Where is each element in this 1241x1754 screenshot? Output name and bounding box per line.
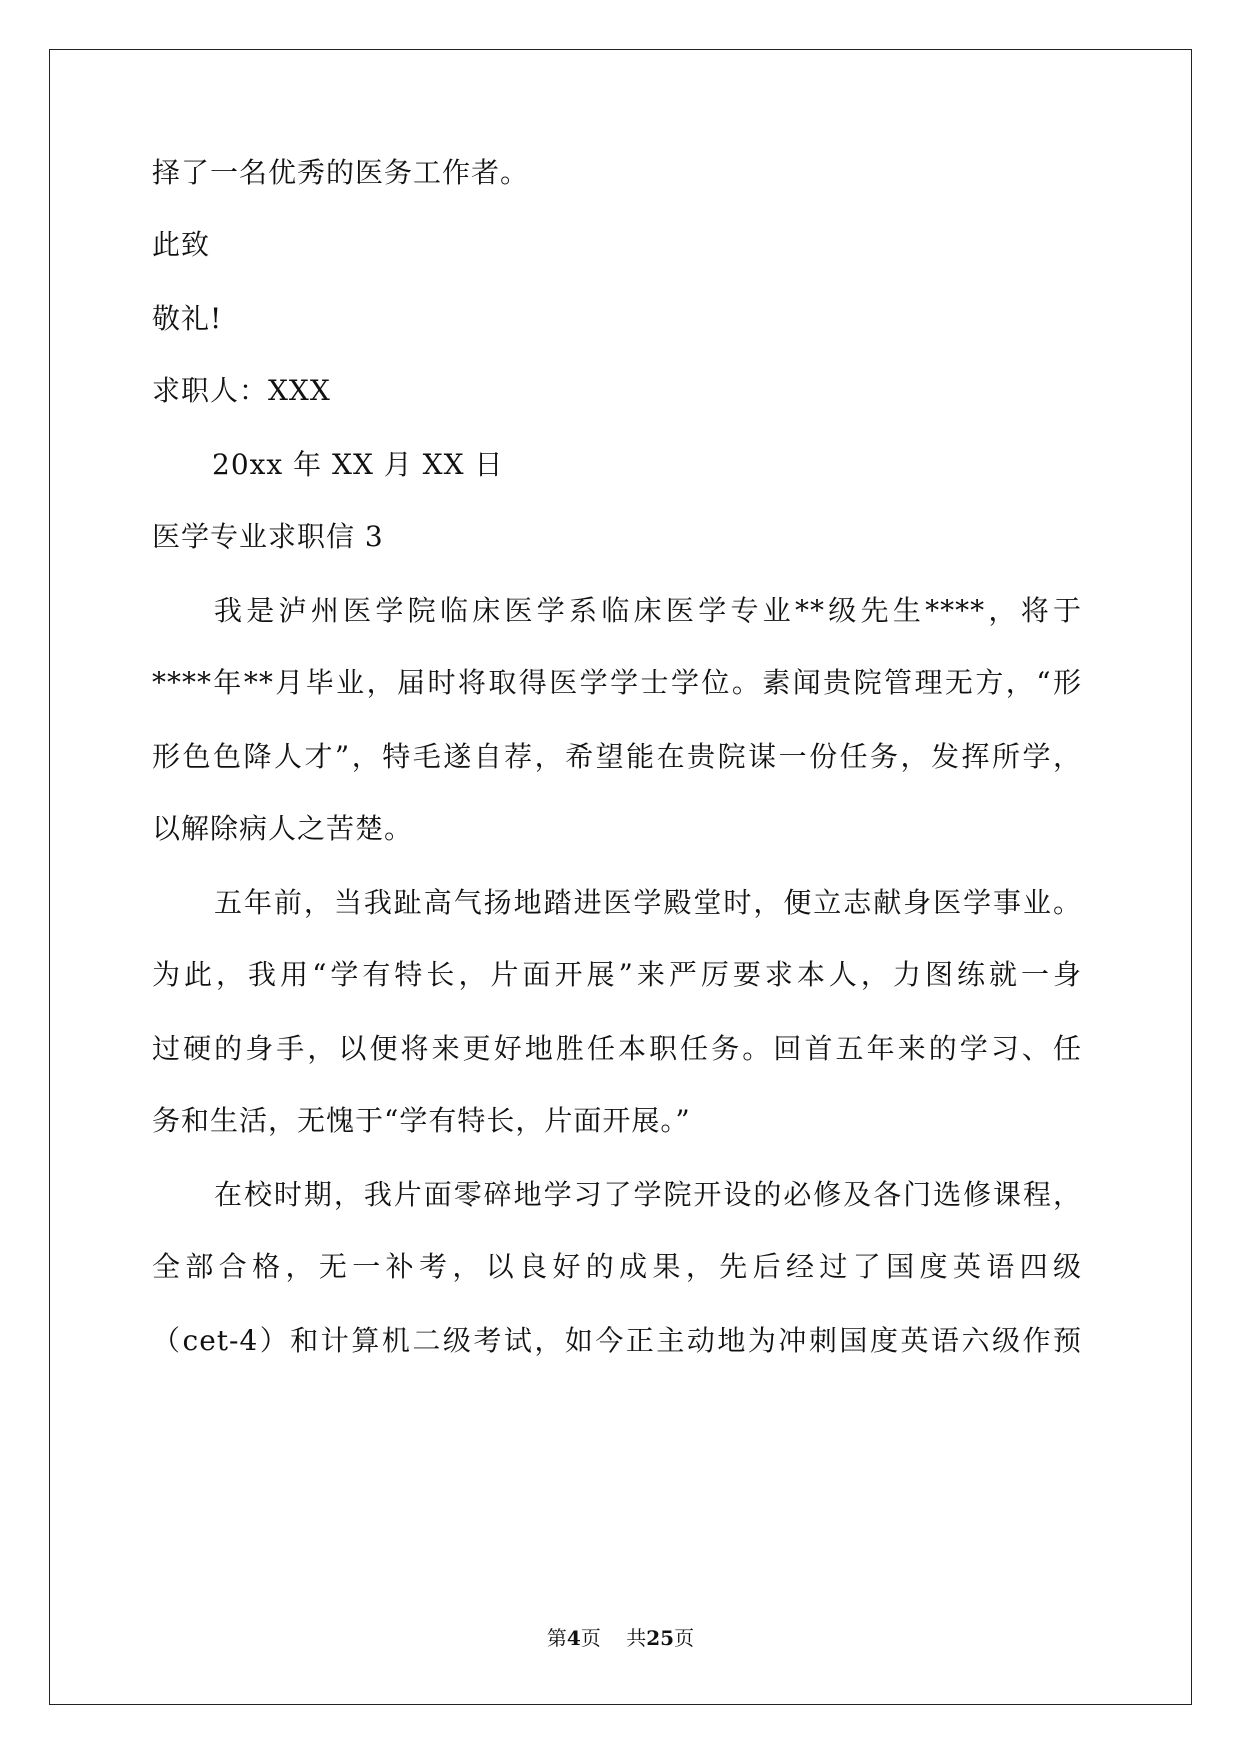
footer-suffix: 页 <box>674 1626 695 1650</box>
text-line: 以解除病人之苦楚。 <box>152 812 414 845</box>
section-title: 医学专业求职信 3 <box>152 520 384 553</box>
letter-date: 20xx 年 XX 月 XX 日 <box>212 448 504 481</box>
text-line: 在校时期，我片面零碎地学习了学院开设的必修及各门选修课程， <box>214 1178 1082 1211</box>
text-line: 全部合格，无一补考，以良好的成果，先后经过了国度英语四级 <box>152 1250 1082 1283</box>
text-line: 过硬的身手，以便将来更好地胜任本职任务。回首五年来的学习、任 <box>152 1032 1082 1065</box>
text-line: 我是泸州医学院临床医学系临床医学专业**级先生****，将于 <box>214 594 1082 627</box>
footer-middle: 页 共 <box>580 1626 647 1650</box>
text-line: 务和生活，无愧于“学有特长，片面开展。” <box>152 1104 691 1137</box>
closing-regards: 敬礼! <box>152 302 223 335</box>
closing-salutation: 此致 <box>152 228 211 261</box>
text-line: 形色色降人才”，特毛遂自荐，希望能在贵院谋一份任务，发挥所学， <box>152 740 1082 773</box>
footer-prefix: 第 <box>546 1626 567 1650</box>
text-line: 择了一名优秀的医务工作者。 <box>152 156 530 189</box>
text-line: （cet-4）和计算机二级考试，如今正主动地为冲刺国度英语六级作预 <box>152 1324 1082 1357</box>
text-line: ****年**月毕业，届时将取得医学学士学位。素闻贵院管理无方，“形 <box>152 666 1082 699</box>
text-line: 为此，我用“学有特长，片面开展”来严厉要求本人，力图练就一身 <box>152 958 1082 991</box>
text-line: 五年前，当我趾高气扬地踏进医学殿堂时，便立志献身医学事业。 <box>214 886 1082 919</box>
total-page-count: 25 <box>646 1626 675 1650</box>
page-footer <box>0 1626 1241 1650</box>
page-border <box>49 49 1192 1705</box>
current-page-number: 4 <box>566 1626 581 1650</box>
applicant-signature: 求职人：XXX <box>152 374 331 407</box>
